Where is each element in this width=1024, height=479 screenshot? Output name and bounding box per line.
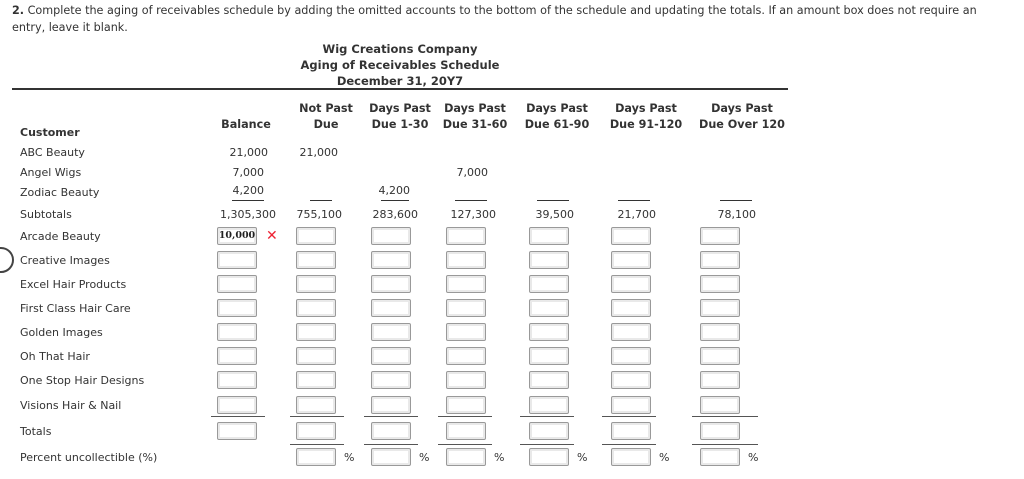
onestop-not-past-due-input[interactable] <box>296 371 336 389</box>
header-rule <box>12 88 788 90</box>
ohthat-balance-input[interactable] <box>217 347 257 365</box>
abc-balance: 21,000 <box>229 146 268 159</box>
pct-line-days-31-60 <box>438 444 492 445</box>
percent-sign: % <box>344 451 355 464</box>
percent-sign: % <box>494 451 505 464</box>
excel-balance-input[interactable] <box>217 275 257 293</box>
col-days-31-60-line1: Days Past <box>444 102 506 115</box>
col-days-over-120-line1: Days Past <box>711 102 773 115</box>
row-label-arcade: Arcade Beauty <box>20 230 101 243</box>
arcade-days-61-90-input[interactable] <box>529 227 569 245</box>
creative-balance-input[interactable] <box>217 251 257 269</box>
ohthat-days-31-60-input[interactable] <box>446 347 486 365</box>
percent-days-over-120-input[interactable] <box>700 448 740 466</box>
excel-not-past-due-input[interactable] <box>296 275 336 293</box>
row-label-visions: Visions Hair & Nail <box>20 399 122 412</box>
totals-days-61-90-input[interactable] <box>529 422 569 440</box>
arcade-days-1-30-input[interactable] <box>371 227 411 245</box>
percent-sign: % <box>419 451 430 464</box>
subtotal-days-over-120: 78,100 <box>717 208 756 221</box>
golden-days-31-60-input[interactable] <box>446 323 486 341</box>
subtotal-days-91-120: 21,700 <box>617 208 656 221</box>
creative-days-1-30-input[interactable] <box>371 251 411 269</box>
golden-days-91-120-input[interactable] <box>611 323 651 341</box>
row-label-abc: ABC Beauty <box>20 146 85 159</box>
golden-not-past-due-input[interactable] <box>296 323 336 341</box>
col-days-over-120-line2: Due Over 120 <box>699 118 785 131</box>
d1-underline <box>381 200 409 201</box>
d91-underline <box>618 200 650 201</box>
excel-days-1-30-input[interactable] <box>371 275 411 293</box>
col-customer: Customer <box>20 126 80 139</box>
col-days-1-30-line2: Due 1-30 <box>371 118 429 131</box>
ohthat-days-91-120-input[interactable] <box>611 347 651 365</box>
row-label-percent: Percent uncollectible (%) <box>20 451 158 464</box>
side-tab-circle[interactable] <box>0 247 14 273</box>
creative-days-91-120-input[interactable] <box>611 251 651 269</box>
onestop-days-91-120-input[interactable] <box>611 371 651 389</box>
zodiac-balance: 4,200 <box>232 184 264 197</box>
creative-days-31-60-input[interactable] <box>446 251 486 269</box>
sumline-days-over-120 <box>692 416 758 417</box>
angel-days-31-60: 7,000 <box>456 166 488 179</box>
creative-days-over-120-input[interactable] <box>700 251 740 269</box>
pct-line-days-1-30 <box>364 444 418 445</box>
subtotal-balance: 1,305,300 <box>220 208 276 221</box>
subtotal-days-31-60: 127,300 <box>450 208 496 221</box>
creative-not-past-due-input[interactable] <box>296 251 336 269</box>
row-label-golden: Golden Images <box>20 326 103 339</box>
col-days-61-90-line1: Days Past <box>526 102 588 115</box>
onestop-days-over-120-input[interactable] <box>700 371 740 389</box>
col-not-past-due-line1: Not Past <box>299 102 353 115</box>
col-balance: Balance <box>221 118 271 131</box>
ohthat-not-past-due-input[interactable] <box>296 347 336 365</box>
row-label-onestop: One Stop Hair Designs <box>20 374 145 387</box>
col-days-91-120-line1: Days Past <box>615 102 677 115</box>
firstclass-days-61-90-input[interactable] <box>529 299 569 317</box>
sumline-balance <box>211 416 265 417</box>
totals-days-31-60-input[interactable] <box>446 422 486 440</box>
d31-underline <box>455 200 487 201</box>
onestop-days-1-30-input[interactable] <box>371 371 411 389</box>
col-days-61-90 <box>516 101 598 133</box>
percent-not-past-due-input[interactable] <box>296 448 336 466</box>
npd-underline <box>310 200 332 201</box>
firstclass-not-past-due-input[interactable] <box>296 299 336 317</box>
company-name: Wig Creations Company <box>322 42 478 56</box>
subtotal-days-1-30: 283,600 <box>372 208 418 221</box>
totals-balance-input[interactable] <box>217 422 257 440</box>
percent-days-91-120-input[interactable] <box>611 448 651 466</box>
golden-days-over-120-input[interactable] <box>700 323 740 341</box>
col-days-31-60 <box>434 101 516 133</box>
row-label-firstclass: First Class Hair Care <box>20 302 131 315</box>
instruction-text <box>12 2 1012 36</box>
pct-line-not-past-due <box>290 444 344 445</box>
ohthat-days-over-120-input[interactable] <box>700 347 740 365</box>
schedule-title: Aging of Receivables Schedule <box>300 58 500 72</box>
row-label-excel: Excel Hair Products <box>20 278 127 291</box>
row-label-totals: Totals <box>20 425 52 438</box>
excel-days-31-60-input[interactable] <box>446 275 486 293</box>
firstclass-days-1-30-input[interactable] <box>371 299 411 317</box>
abc-not-past-due: 21,000 <box>299 146 338 159</box>
totals-days-91-120-input[interactable] <box>611 422 651 440</box>
col-days-31-60-line2: Due 31-60 <box>442 118 508 131</box>
pct-line-days-91-120 <box>602 444 656 445</box>
col-days-61-90-line2: Due 61-90 <box>524 118 590 131</box>
col-days-91-120 <box>598 101 694 133</box>
over120-underline <box>720 200 752 201</box>
excel-days-61-90-input[interactable] <box>529 275 569 293</box>
percent-sign: % <box>577 451 588 464</box>
totals-not-past-due-input[interactable] <box>296 422 336 440</box>
excel-days-over-120-input[interactable] <box>700 275 740 293</box>
col-not-past-due <box>290 101 362 133</box>
arcade-days-91-120-input[interactable] <box>611 227 651 245</box>
col-not-past-due-line2: Due <box>313 118 339 131</box>
golden-balance-input[interactable] <box>217 323 257 341</box>
visions-days-1-30-input[interactable] <box>371 396 411 414</box>
totals-days-1-30-input[interactable] <box>371 422 411 440</box>
firstclass-balance-input[interactable] <box>217 299 257 317</box>
col-days-over-120 <box>690 101 794 133</box>
creative-days-61-90-input[interactable] <box>529 251 569 269</box>
arcade-days-31-60-input[interactable] <box>446 227 486 245</box>
ohthat-days-61-90-input[interactable] <box>529 347 569 365</box>
sumline-days-31-60 <box>438 416 492 417</box>
instruction-number: 2. <box>12 4 25 17</box>
golden-days-1-30-input[interactable] <box>371 323 411 341</box>
onestop-balance-input[interactable] <box>217 371 257 389</box>
row-label-angel: Angel Wigs <box>20 166 82 179</box>
col-days-1-30 <box>362 101 438 133</box>
ohthat-days-1-30-input[interactable] <box>371 347 411 365</box>
firstclass-days-31-60-input[interactable] <box>446 299 486 317</box>
firstclass-days-over-120-input[interactable] <box>700 299 740 317</box>
d61-underline <box>537 200 569 201</box>
schedule-date: December 31, 20Y7 <box>336 74 464 88</box>
percent-sign: % <box>748 451 759 464</box>
percent-days-61-90-input[interactable] <box>529 448 569 466</box>
arcade-balance-input[interactable]: 10,000 <box>217 227 257 245</box>
pct-line-days-61-90 <box>520 444 574 445</box>
row-label-subtotals: Subtotals <box>20 208 72 221</box>
arcade-days-over-120-input[interactable] <box>700 227 740 245</box>
zodiac-days-1-30: 4,200 <box>378 184 410 197</box>
pct-line-days-over-120 <box>692 444 758 445</box>
percent-days-1-30-input[interactable] <box>371 448 411 466</box>
arcade-not-past-due-input[interactable] <box>296 227 336 245</box>
visions-balance-input[interactable] <box>217 396 257 414</box>
row-label-creative: Creative Images <box>20 254 110 267</box>
visions-days-over-120-input[interactable] <box>700 396 740 414</box>
visions-not-past-due-input[interactable] <box>296 396 336 414</box>
firstclass-days-91-120-input[interactable] <box>611 299 651 317</box>
sumline-not-past-due <box>290 416 344 417</box>
col-days-91-120-line2: Due 91-120 <box>609 118 683 131</box>
col-days-1-30-line1: Days Past <box>369 102 431 115</box>
row-label-ohthat: Oh That Hair <box>20 350 90 363</box>
instruction-body: Complete the aging of receivables schedule by adding the omitted accounts to the bottom of the schedule and updating the totals. If an amount box does not require an entry, leave it blank. <box>12 4 977 34</box>
visions-days-91-120-input[interactable] <box>611 396 651 414</box>
onestop-days-31-60-input[interactable] <box>446 371 486 389</box>
incorrect-x-icon: ✕ <box>266 228 278 244</box>
subtotal-not-past-due: 755,100 <box>296 208 342 221</box>
excel-days-91-120-input[interactable] <box>611 275 651 293</box>
golden-days-61-90-input[interactable] <box>529 323 569 341</box>
sumline-days-1-30 <box>364 416 418 417</box>
visions-days-61-90-input[interactable] <box>529 396 569 414</box>
visions-days-31-60-input[interactable] <box>446 396 486 414</box>
angel-balance: 7,000 <box>232 166 264 179</box>
percent-days-31-60-input[interactable] <box>446 448 486 466</box>
balance-underline <box>232 200 264 201</box>
totals-days-over-120-input[interactable] <box>700 422 740 440</box>
percent-sign: % <box>659 451 670 464</box>
sumline-days-61-90 <box>520 416 574 417</box>
onestop-days-61-90-input[interactable] <box>529 371 569 389</box>
subtotal-days-61-90: 39,500 <box>535 208 574 221</box>
row-label-zodiac: Zodiac Beauty <box>20 186 100 199</box>
sumline-days-91-120 <box>602 416 656 417</box>
